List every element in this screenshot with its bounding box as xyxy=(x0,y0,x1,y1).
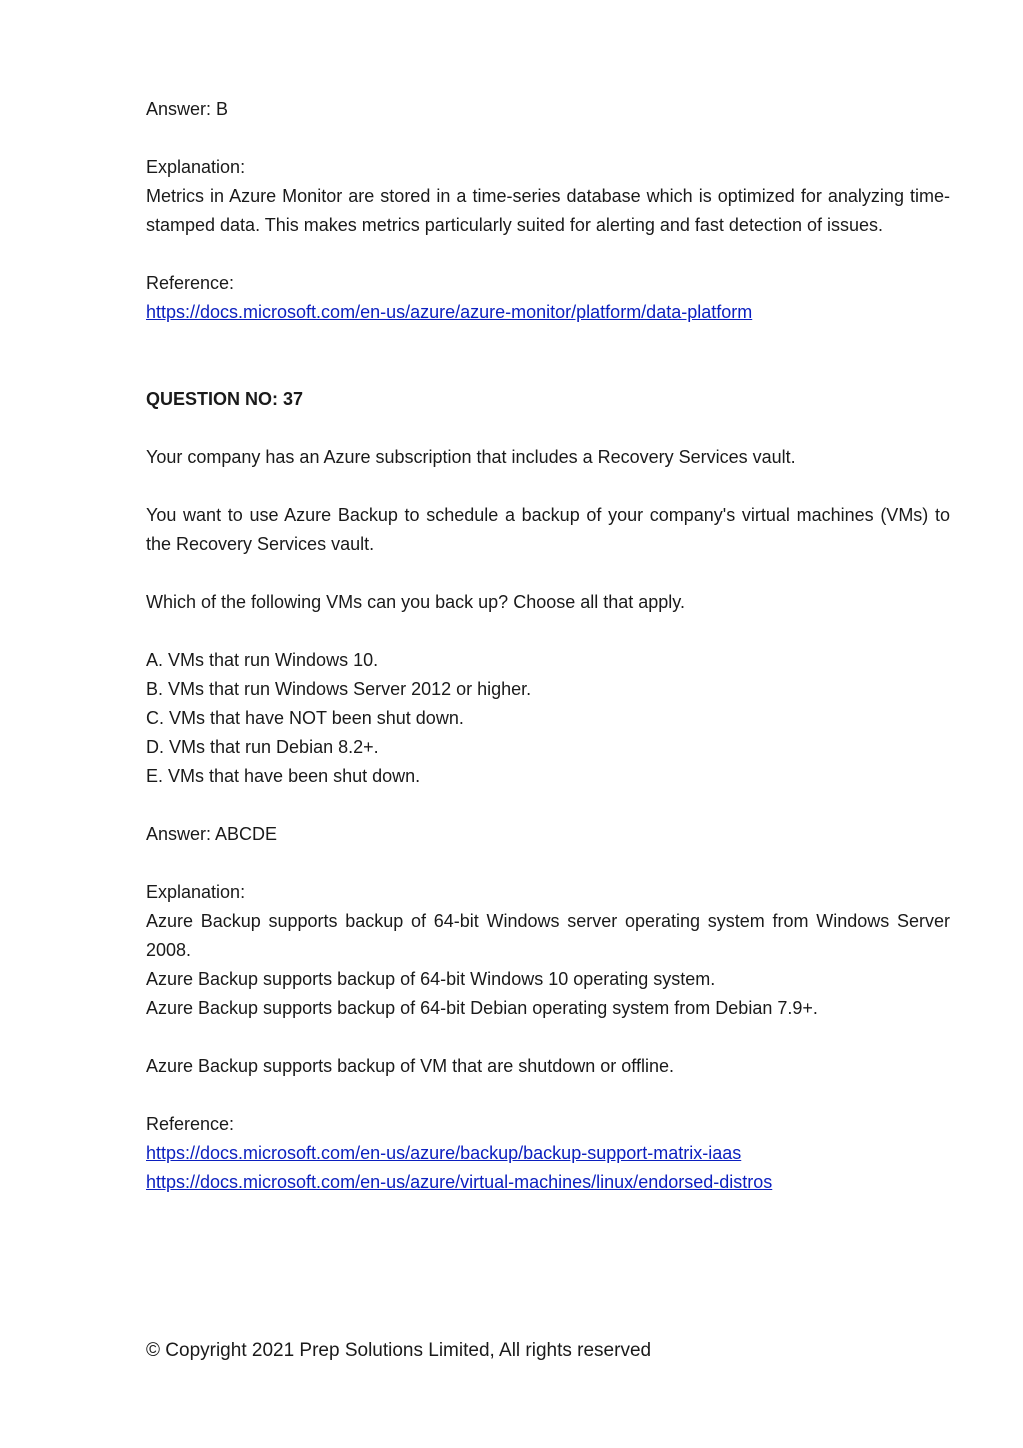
previous-reference-label: Reference: xyxy=(146,273,235,293)
explanation-extra: Azure Backup supports backup of VM that are shutdown or offline. xyxy=(146,1056,674,1076)
question-answer: Answer: ABCDE xyxy=(146,824,278,844)
spacer xyxy=(146,327,950,356)
copyright-footer: © Copyright 2021 Prep Solutions Limited, All rights reserved xyxy=(146,1340,652,1361)
reference-link-backup-matrix[interactable]: https://docs.microsoft.com/en-us/azure/backup/backup-support-matrix-iaas xyxy=(146,1143,742,1163)
explanation-line-1: Azure Backup supports backup of 64-bit Windows server operating system from Windows Server 2008. xyxy=(146,911,950,960)
reference-link-endorsed-distros[interactable]: https://docs.microsoft.com/en-us/azure/virtual-machines/linux/endorsed-distros xyxy=(146,1172,773,1192)
spacer xyxy=(146,124,950,153)
question-reference-label: Reference: xyxy=(146,1114,235,1134)
spacer xyxy=(146,617,950,646)
question-stem-1: Your company has an Azure subscription that includes a Recovery Services vault. xyxy=(146,447,796,467)
spacer xyxy=(146,240,950,269)
option-e: E. VMs that have been shut down. xyxy=(146,766,421,786)
spacer xyxy=(146,559,950,588)
option-b: B. VMs that run Windows Server 2012 or higher. xyxy=(146,679,532,699)
previous-answer: Answer: B xyxy=(146,99,229,119)
question-stem-2: You want to use Azure Backup to schedule a backup of your company's virtual machines (VMs) to the Recovery Services vault. xyxy=(146,505,950,554)
spacer xyxy=(146,1081,950,1110)
spacer xyxy=(146,849,950,878)
explanation-line-3: Azure Backup supports backup of 64-bit Debian operating system from Debian 7.9+. xyxy=(146,998,818,1018)
spacer xyxy=(146,356,950,385)
previous-explanation-label: Explanation: xyxy=(146,157,246,177)
spacer xyxy=(146,472,950,501)
option-a: A. VMs that run Windows 10. xyxy=(146,650,379,670)
document-page xyxy=(146,95,950,1197)
explanation-line-2: Azure Backup supports backup of 64-bit Windows 10 operating system. xyxy=(146,969,716,989)
option-c: C. VMs that have NOT been shut down. xyxy=(146,708,464,728)
option-d: D. VMs that run Debian 8.2+. xyxy=(146,737,379,757)
spacer xyxy=(146,1023,950,1052)
spacer xyxy=(146,791,950,820)
previous-reference-link[interactable]: https://docs.microsoft.com/en-us/azure/azure-monitor/platform/data-platform xyxy=(146,302,753,322)
question-explanation-label: Explanation: xyxy=(146,882,246,902)
previous-explanation-text: Metrics in Azure Monitor are stored in a time-series database which is optimized for analyzing time-stamped data. This makes metrics particularly suited for alerting and fast detection of issues. xyxy=(146,186,950,235)
question-heading: QUESTION NO: 37 xyxy=(146,389,304,409)
question-prompt: Which of the following VMs can you back up? Choose all that apply. xyxy=(146,592,685,612)
spacer xyxy=(146,414,950,443)
